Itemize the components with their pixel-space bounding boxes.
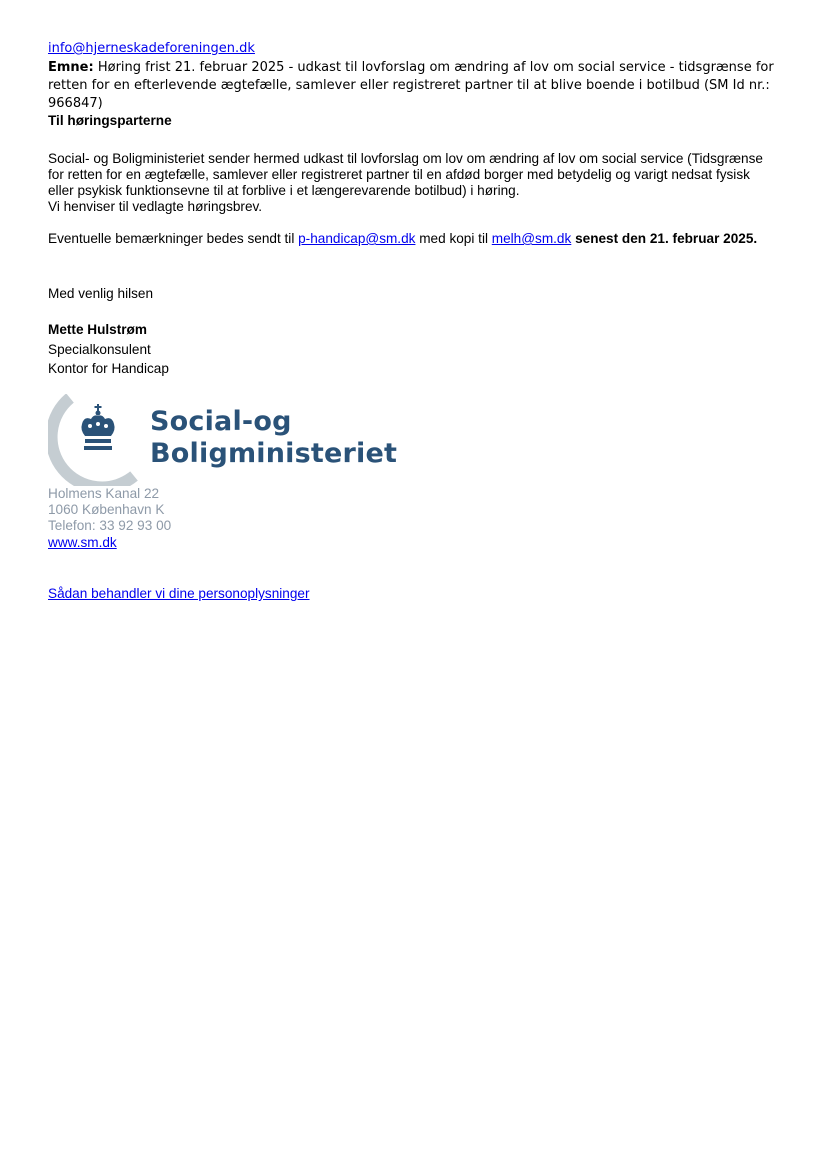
- signature-name: Mette Hulstrøm: [48, 322, 147, 337]
- address-city: 1060 København K: [48, 502, 165, 517]
- logo-line-1: Social-og: [150, 406, 292, 437]
- crown-arc-icon: [48, 394, 148, 486]
- subject-line: [48, 59, 788, 113]
- logo-line-2: Boligministeriet: [150, 438, 398, 469]
- address-street: Holmens Kanal 22: [48, 486, 160, 501]
- greeting: Til høringsparterne: [48, 113, 172, 128]
- subject-label: Emne:: [48, 60, 94, 75]
- signature-office: Kontor for Handicap: [48, 361, 169, 376]
- body-line-3: eller psykisk funktionsevne til at forblive i et længerevarende botilbud) i høring.: [48, 183, 520, 198]
- privacy-policy-link[interactable]: Sådan behandler vi dine personoplysninger: [48, 586, 310, 601]
- remarks-email-copy-link[interactable]: melh@sm.dk: [491, 231, 572, 246]
- body-line-1: Social- og Boligministeriet sender hermed udkast til lovforslag om lov om ændring af lov om social service (Tidsgrænse: [48, 151, 763, 166]
- website-link[interactable]: www.sm.dk: [48, 535, 117, 550]
- remarks-deadline: senest den 21. februar 2025.: [575, 231, 758, 246]
- sender-email-link[interactable]: info@hjerneskadeforeningen.dk: [48, 41, 255, 56]
- body-line-2: for retten for en ægtefælle, samlever eller registreret partner til en afdød borger med betydelig og varigt nedsat fysisk: [48, 167, 750, 182]
- subject-text: Høring frist 21. februar 2025 - udkast til lovforslag om ændring af lov om social service - tidsgrænse for retten for en efterlevende ægtefælle, samlever eller registreret partner til at blive boende i botilbud (SM Id nr.: 966847): [48, 60, 774, 111]
- closing-text: Med venlig hilsen: [48, 286, 154, 301]
- remarks-line: [48, 231, 788, 247]
- body-paragraph: [48, 151, 788, 215]
- remarks-middle: med kopi til: [415, 231, 492, 246]
- logo-wordmark: [150, 406, 397, 470]
- remarks-prefix: Eventuelle bemærkninger bedes sendt til: [48, 231, 299, 246]
- signature-title: Specialkonsulent: [48, 342, 151, 357]
- ministry-logo: [48, 394, 398, 486]
- body-line-4: Vi henviser til vedlagte høringsbrev.: [48, 199, 263, 214]
- remarks-email-primary-link[interactable]: p-handicap@sm.dk: [298, 231, 416, 246]
- address-phone: Telefon: 33 92 93 00: [48, 518, 172, 533]
